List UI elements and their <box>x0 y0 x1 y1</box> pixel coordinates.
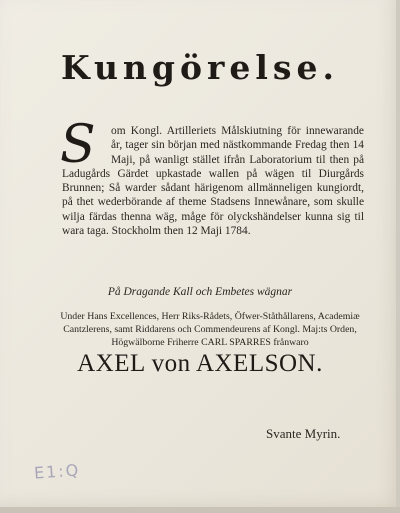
page-edge-bottom <box>0 507 400 513</box>
announcement-body <box>60 115 364 238</box>
announcement-text: om Kongl. Artilleriets Målskiutning för innewarande år, tager sin början med nästkommande Fredag then 14 Maji, på wanligt stället ifrån Laboratorium til then på Ladugårds Gärdet upkastade wallen på wägen til Diurgårds Brunnen; Så warder sådant härigenom allmänneligen kungiordt, på thet wederbörande af theme Stadsens Innewånare, som skulle wilja färdas thenna wäg, måge för olyckshändelser kunna sig til wara taga. Stockholm then 12 Maji 1784. <box>62 125 364 238</box>
authority-line: På Dragande Kall och Embetes wägnar <box>107 286 293 298</box>
archive-pencil-note: E1:Q <box>33 460 81 483</box>
signature: Svante Myrin. <box>266 426 341 441</box>
document-title: Kungörelse. <box>60 48 339 87</box>
official-name: AXEL von AXELSON. <box>77 350 323 377</box>
drop-cap: S <box>60 115 96 175</box>
office-line: Under Hans Excellences, Herr Riks-Rådets, Öfwer-Ståthållarens, Academiæ Cantzlerens, samt Riddarens och Commendeurens af Kongl. Maj:ts Orden, Högwälborne Friherre CARL SPARRES frånwaro <box>60 311 360 348</box>
